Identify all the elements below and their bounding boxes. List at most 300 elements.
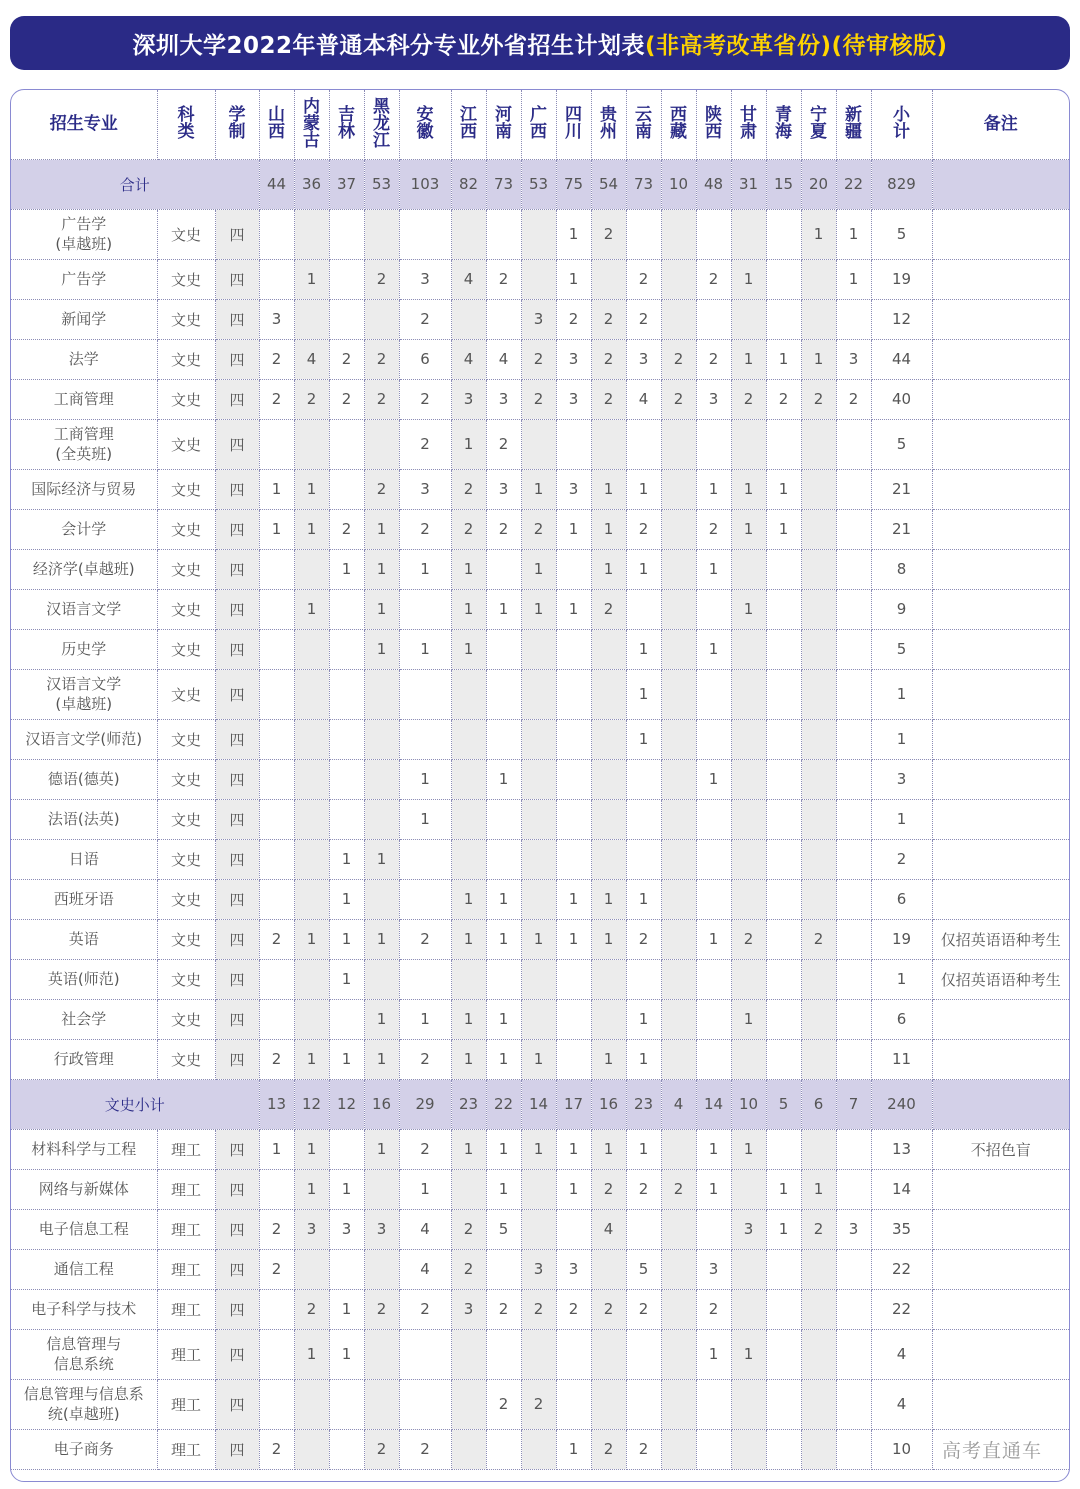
province-count: 23 bbox=[626, 1079, 661, 1129]
province-count: 2 bbox=[259, 339, 294, 379]
category-cell: 文史 bbox=[157, 259, 215, 299]
province-count: 2 bbox=[329, 379, 364, 419]
header-province: 吉 林 bbox=[329, 90, 364, 159]
major-name: 工商管理 (全英班) bbox=[11, 419, 157, 469]
province-count bbox=[364, 959, 399, 999]
province-count: 1 bbox=[486, 919, 521, 959]
province-count: 3 bbox=[294, 1209, 329, 1249]
province-count bbox=[521, 669, 556, 719]
category-cell: 理工 bbox=[157, 1329, 215, 1379]
province-count bbox=[294, 839, 329, 879]
province-count: 1 bbox=[556, 1429, 591, 1469]
major-name: 英语 bbox=[11, 919, 157, 959]
duration-cell: 四 bbox=[215, 339, 259, 379]
major-name: 信息管理与 信息系统 bbox=[11, 1329, 157, 1379]
province-count bbox=[836, 839, 871, 879]
category-cell: 文史 bbox=[157, 469, 215, 509]
province-count bbox=[521, 259, 556, 299]
province-count: 2 bbox=[521, 1289, 556, 1329]
province-count bbox=[836, 1039, 871, 1079]
province-count: 4 bbox=[399, 1209, 451, 1249]
province-count: 1 bbox=[556, 509, 591, 549]
subtotal-cell: 19 bbox=[871, 259, 932, 299]
category-cell: 文史 bbox=[157, 299, 215, 339]
province-count bbox=[521, 879, 556, 919]
province-count bbox=[801, 1379, 836, 1429]
category-cell: 文史 bbox=[157, 999, 215, 1039]
category-cell: 文史 bbox=[157, 509, 215, 549]
province-count bbox=[521, 1329, 556, 1379]
province-count bbox=[766, 419, 801, 469]
duration-cell: 四 bbox=[215, 719, 259, 759]
duration-cell: 四 bbox=[215, 1429, 259, 1469]
province-count: 2 bbox=[486, 509, 521, 549]
province-count: 2 bbox=[451, 469, 486, 509]
province-count bbox=[451, 719, 486, 759]
province-count bbox=[556, 1209, 591, 1249]
province-count bbox=[294, 879, 329, 919]
province-count: 1 bbox=[364, 839, 399, 879]
province-count bbox=[766, 1429, 801, 1469]
province-count: 1 bbox=[364, 999, 399, 1039]
province-count bbox=[451, 1329, 486, 1379]
province-count bbox=[626, 1379, 661, 1429]
province-count: 2 bbox=[836, 379, 871, 419]
province-count: 2 bbox=[591, 1429, 626, 1469]
province-count: 1 bbox=[556, 919, 591, 959]
province-count bbox=[766, 549, 801, 589]
province-count bbox=[836, 1289, 871, 1329]
province-count: 1 bbox=[364, 589, 399, 629]
province-count: 1 bbox=[731, 589, 766, 629]
province-count bbox=[591, 259, 626, 299]
province-count bbox=[329, 1249, 364, 1289]
table-row bbox=[11, 509, 1069, 549]
province-count bbox=[696, 669, 731, 719]
province-count: 10 bbox=[731, 1079, 766, 1129]
province-count bbox=[399, 719, 451, 759]
province-count bbox=[591, 959, 626, 999]
province-count bbox=[731, 959, 766, 999]
category-cell: 文史 bbox=[157, 1039, 215, 1079]
header-duration bbox=[215, 90, 259, 159]
province-count: 12 bbox=[329, 1079, 364, 1129]
title-banner bbox=[10, 16, 1070, 70]
province-count bbox=[661, 1249, 696, 1289]
province-count bbox=[801, 719, 836, 759]
province-count bbox=[661, 259, 696, 299]
table-row bbox=[11, 379, 1069, 419]
province-count bbox=[364, 759, 399, 799]
province-count: 2 bbox=[364, 1289, 399, 1329]
province-count: 1 bbox=[626, 549, 661, 589]
province-count: 6 bbox=[399, 339, 451, 379]
province-count bbox=[294, 629, 329, 669]
header-char: 类 bbox=[177, 122, 195, 143]
header-province: 广 西 bbox=[521, 90, 556, 159]
major-name: 英语(师范) bbox=[11, 959, 157, 999]
subtotal-cell: 22 bbox=[871, 1289, 932, 1329]
duration-cell: 四 bbox=[215, 919, 259, 959]
table-row bbox=[11, 299, 1069, 339]
province-count: 3 bbox=[836, 339, 871, 379]
province-count bbox=[836, 589, 871, 629]
province-count bbox=[731, 839, 766, 879]
province-count: 1 bbox=[451, 1129, 486, 1169]
duration-cell: 四 bbox=[215, 509, 259, 549]
province-count bbox=[836, 1129, 871, 1169]
province-count: 1 bbox=[399, 1169, 451, 1209]
major-name: 会计学 bbox=[11, 509, 157, 549]
major-name: 广告学 (卓越班) bbox=[11, 209, 157, 259]
province-count bbox=[329, 259, 364, 299]
province-count bbox=[399, 209, 451, 259]
major-name: 通信工程 bbox=[11, 1249, 157, 1289]
header-province: 西 藏 bbox=[661, 90, 696, 159]
province-count: 1 bbox=[836, 259, 871, 299]
province-count: 1 bbox=[731, 469, 766, 509]
category-cell: 文史 bbox=[157, 379, 215, 419]
category-cell: 文史 bbox=[157, 799, 215, 839]
province-count bbox=[329, 419, 364, 469]
province-count bbox=[836, 919, 871, 959]
province-count: 3 bbox=[451, 379, 486, 419]
province-count: 2 bbox=[259, 1249, 294, 1289]
province-count: 12 bbox=[294, 1079, 329, 1129]
province-count bbox=[766, 669, 801, 719]
province-count: 4 bbox=[486, 339, 521, 379]
table-row bbox=[11, 959, 1069, 999]
province-count: 1 bbox=[766, 509, 801, 549]
province-count: 2 bbox=[556, 1289, 591, 1329]
province-count: 2 bbox=[451, 1209, 486, 1249]
province-count bbox=[294, 419, 329, 469]
province-count bbox=[294, 299, 329, 339]
province-count bbox=[696, 419, 731, 469]
province-count: 2 bbox=[364, 339, 399, 379]
province-count bbox=[661, 419, 696, 469]
note-cell bbox=[932, 839, 1069, 879]
province-count: 1 bbox=[364, 1039, 399, 1079]
province-count bbox=[626, 799, 661, 839]
province-count bbox=[521, 1429, 556, 1469]
province-count bbox=[329, 469, 364, 509]
table-row bbox=[11, 1039, 1069, 1079]
duration-cell: 四 bbox=[215, 259, 259, 299]
province-count: 2 bbox=[766, 379, 801, 419]
category-cell: 理工 bbox=[157, 1209, 215, 1249]
province-count bbox=[661, 999, 696, 1039]
note-cell bbox=[932, 509, 1069, 549]
header-province: 内 蒙 古 bbox=[294, 90, 329, 159]
province-count: 2 bbox=[521, 1379, 556, 1429]
province-count: 1 bbox=[294, 509, 329, 549]
province-count bbox=[329, 1429, 364, 1469]
header-char: 学 bbox=[228, 105, 246, 126]
province-count bbox=[836, 509, 871, 549]
header-char: 科 bbox=[177, 105, 195, 126]
province-count bbox=[521, 959, 556, 999]
province-count bbox=[731, 669, 766, 719]
province-count bbox=[766, 209, 801, 259]
province-count bbox=[399, 669, 451, 719]
subtotal-cell: 19 bbox=[871, 919, 932, 959]
province-count: 1 bbox=[364, 549, 399, 589]
province-count bbox=[731, 719, 766, 759]
note-cell bbox=[932, 589, 1069, 629]
province-count bbox=[731, 1039, 766, 1079]
province-count: 1 bbox=[836, 209, 871, 259]
province-count bbox=[521, 999, 556, 1039]
province-count bbox=[556, 629, 591, 669]
province-count: 5 bbox=[626, 1249, 661, 1289]
province-count bbox=[591, 759, 626, 799]
note-cell bbox=[932, 419, 1069, 469]
province-count bbox=[486, 839, 521, 879]
table-body bbox=[11, 159, 1069, 1469]
province-count bbox=[766, 1249, 801, 1289]
province-count bbox=[696, 839, 731, 879]
province-count: 1 bbox=[364, 1129, 399, 1169]
province-count bbox=[329, 759, 364, 799]
duration-cell: 四 bbox=[215, 669, 259, 719]
category-cell: 文史 bbox=[157, 549, 215, 589]
province-count bbox=[521, 759, 556, 799]
province-count bbox=[451, 1169, 486, 1209]
province-count bbox=[836, 469, 871, 509]
province-count: 1 bbox=[259, 509, 294, 549]
category-cell: 理工 bbox=[157, 1129, 215, 1169]
province-count: 3 bbox=[364, 1209, 399, 1249]
province-count: 1 bbox=[766, 1169, 801, 1209]
category-cell: 文史 bbox=[157, 879, 215, 919]
province-count bbox=[364, 209, 399, 259]
subtotal-cell: 22 bbox=[871, 1249, 932, 1289]
province-count: 1 bbox=[591, 1129, 626, 1169]
province-count bbox=[801, 589, 836, 629]
province-count bbox=[591, 719, 626, 759]
header-province: 河 南 bbox=[486, 90, 521, 159]
province-count bbox=[731, 759, 766, 799]
province-count: 1 bbox=[329, 1329, 364, 1379]
province-count bbox=[329, 299, 364, 339]
province-count: 1 bbox=[556, 589, 591, 629]
province-count bbox=[836, 1429, 871, 1469]
province-count bbox=[399, 589, 451, 629]
province-count bbox=[451, 839, 486, 879]
province-count: 1 bbox=[329, 839, 364, 879]
province-count: 1 bbox=[451, 1039, 486, 1079]
province-count: 1 bbox=[591, 919, 626, 959]
province-count: 1 bbox=[556, 259, 591, 299]
province-count: 2 bbox=[801, 919, 836, 959]
province-count: 20 bbox=[801, 159, 836, 209]
province-count: 1 bbox=[731, 999, 766, 1039]
duration-cell: 四 bbox=[215, 469, 259, 509]
table-row bbox=[11, 549, 1069, 589]
province-count: 1 bbox=[696, 469, 731, 509]
subtotal-cell: 4 bbox=[871, 1379, 932, 1429]
subtotal-cell: 10 bbox=[871, 1429, 932, 1469]
province-count: 2 bbox=[399, 1429, 451, 1469]
province-count: 1 bbox=[451, 589, 486, 629]
category-cell: 理工 bbox=[157, 1429, 215, 1469]
duration-cell: 四 bbox=[215, 209, 259, 259]
subtotal-cell: 5 bbox=[871, 419, 932, 469]
duration-cell: 四 bbox=[215, 879, 259, 919]
table-row bbox=[11, 1129, 1069, 1169]
major-name: 社会学 bbox=[11, 999, 157, 1039]
province-count bbox=[661, 629, 696, 669]
subtotal-cell: 1 bbox=[871, 669, 932, 719]
province-count: 1 bbox=[451, 919, 486, 959]
table-row bbox=[11, 469, 1069, 509]
province-count bbox=[591, 419, 626, 469]
title-main: 深圳大学2022年普通本科分专业外省招生计划表 bbox=[132, 32, 645, 59]
province-count bbox=[259, 1289, 294, 1329]
province-count bbox=[801, 1249, 836, 1289]
subtotal-cell: 829 bbox=[871, 159, 932, 209]
province-count bbox=[696, 299, 731, 339]
province-count: 36 bbox=[294, 159, 329, 209]
duration-cell: 四 bbox=[215, 549, 259, 589]
table-row bbox=[11, 719, 1069, 759]
province-count bbox=[766, 879, 801, 919]
subtotal-cell: 4 bbox=[871, 1329, 932, 1379]
province-count: 2 bbox=[259, 379, 294, 419]
note-cell bbox=[932, 719, 1069, 759]
province-count bbox=[451, 759, 486, 799]
province-count bbox=[556, 759, 591, 799]
province-count: 1 bbox=[399, 999, 451, 1039]
table-row bbox=[11, 1329, 1069, 1379]
major-name: 汉语言文学(师范) bbox=[11, 719, 157, 759]
province-count bbox=[661, 589, 696, 629]
province-count: 1 bbox=[626, 719, 661, 759]
major-name: 材料科学与工程 bbox=[11, 1129, 157, 1169]
province-count bbox=[766, 629, 801, 669]
province-count: 2 bbox=[329, 339, 364, 379]
major-name: 汉语言文学 (卓越班) bbox=[11, 669, 157, 719]
province-count bbox=[626, 759, 661, 799]
province-count: 2 bbox=[451, 509, 486, 549]
province-count: 44 bbox=[259, 159, 294, 209]
province-count: 2 bbox=[486, 1379, 521, 1429]
province-count: 3 bbox=[451, 1289, 486, 1329]
province-count: 3 bbox=[521, 1249, 556, 1289]
major-name: 电子科学与技术 bbox=[11, 1289, 157, 1329]
province-count: 15 bbox=[766, 159, 801, 209]
province-count bbox=[294, 549, 329, 589]
province-count bbox=[329, 799, 364, 839]
province-count bbox=[486, 209, 521, 259]
province-count bbox=[294, 1379, 329, 1429]
province-count: 2 bbox=[259, 1209, 294, 1249]
province-count: 2 bbox=[661, 1169, 696, 1209]
province-count: 1 bbox=[294, 1329, 329, 1379]
category-cell: 文史 bbox=[157, 759, 215, 799]
note-cell bbox=[932, 1329, 1069, 1379]
category-cell: 文史 bbox=[157, 959, 215, 999]
province-count: 1 bbox=[486, 1169, 521, 1209]
province-count: 54 bbox=[591, 159, 626, 209]
category-cell: 理工 bbox=[157, 1289, 215, 1329]
subtotal-cell: 1 bbox=[871, 959, 932, 999]
table-row bbox=[11, 1379, 1069, 1429]
province-count bbox=[259, 669, 294, 719]
province-count bbox=[731, 799, 766, 839]
major-name: 日语 bbox=[11, 839, 157, 879]
subtotal-cell: 2 bbox=[871, 839, 932, 879]
subtotal-cell: 35 bbox=[871, 1209, 932, 1249]
province-count: 1 bbox=[591, 879, 626, 919]
major-name: 新闻学 bbox=[11, 299, 157, 339]
province-count: 1 bbox=[451, 999, 486, 1039]
header-province: 青 海 bbox=[766, 90, 801, 159]
province-count bbox=[556, 839, 591, 879]
note-cell bbox=[932, 1379, 1069, 1429]
category-cell: 文史 bbox=[157, 839, 215, 879]
province-count: 2 bbox=[364, 469, 399, 509]
province-count bbox=[591, 839, 626, 879]
province-count bbox=[626, 839, 661, 879]
duration-cell: 四 bbox=[215, 1379, 259, 1429]
province-count: 1 bbox=[731, 339, 766, 379]
province-count bbox=[486, 299, 521, 339]
major-name: 经济学(卓越班) bbox=[11, 549, 157, 589]
province-count bbox=[591, 629, 626, 669]
note-cell bbox=[932, 999, 1069, 1039]
province-count: 103 bbox=[399, 159, 451, 209]
province-count bbox=[731, 1249, 766, 1289]
province-count: 1 bbox=[294, 259, 329, 299]
province-count bbox=[801, 509, 836, 549]
province-count bbox=[801, 469, 836, 509]
category-cell: 理工 bbox=[157, 1379, 215, 1429]
subtotal-cell: 12 bbox=[871, 299, 932, 339]
province-count bbox=[521, 1209, 556, 1249]
province-count: 1 bbox=[521, 1129, 556, 1169]
major-name: 电子信息工程 bbox=[11, 1209, 157, 1249]
province-count: 2 bbox=[521, 339, 556, 379]
province-count: 14 bbox=[696, 1079, 731, 1129]
enrollment-table-frame bbox=[10, 89, 1070, 1482]
note-cell bbox=[932, 799, 1069, 839]
province-count bbox=[766, 259, 801, 299]
province-count: 1 bbox=[259, 469, 294, 509]
table-row bbox=[11, 999, 1069, 1039]
province-count bbox=[521, 719, 556, 759]
province-count: 73 bbox=[626, 159, 661, 209]
note-cell bbox=[932, 1039, 1069, 1079]
major-name: 法语(法英) bbox=[11, 799, 157, 839]
header-province: 黑 龙 江 bbox=[364, 90, 399, 159]
province-count: 1 bbox=[521, 469, 556, 509]
province-count bbox=[766, 759, 801, 799]
province-count bbox=[521, 209, 556, 259]
province-count bbox=[591, 1249, 626, 1289]
province-count bbox=[766, 1129, 801, 1169]
province-count bbox=[294, 719, 329, 759]
province-count bbox=[626, 959, 661, 999]
province-count: 23 bbox=[451, 1079, 486, 1129]
province-count bbox=[259, 839, 294, 879]
province-count bbox=[731, 299, 766, 339]
province-count: 2 bbox=[486, 259, 521, 299]
duration-cell: 四 bbox=[215, 589, 259, 629]
category-cell: 文史 bbox=[157, 209, 215, 259]
province-count bbox=[556, 799, 591, 839]
